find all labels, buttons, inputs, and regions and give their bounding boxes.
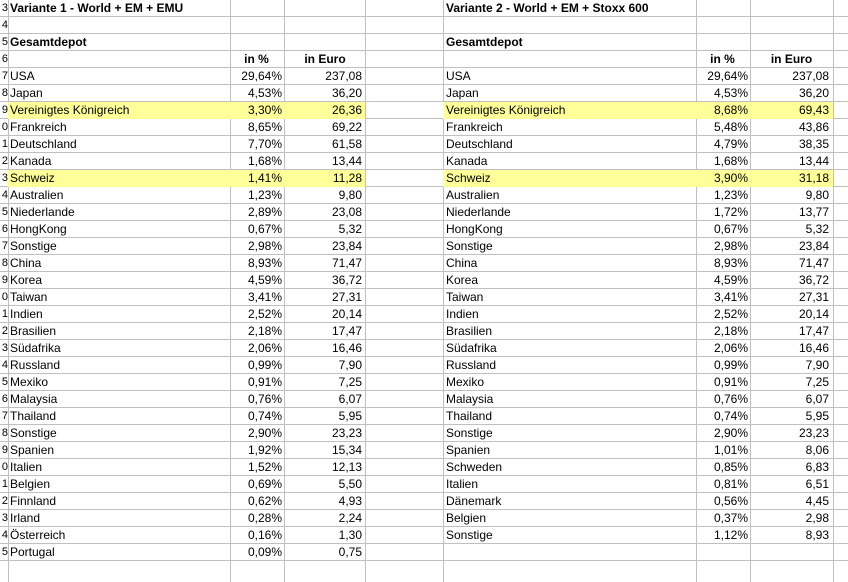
left-percent-cell[interactable]: 1,41% (247, 171, 282, 185)
row-header[interactable]: 3 (1, 2, 8, 14)
left-euro-cell[interactable]: 61,58 (331, 137, 362, 151)
left-percent-cell[interactable]: 3,30% (247, 103, 282, 117)
row-header[interactable]: 1 (1, 478, 8, 490)
row-header[interactable]: 6 (1, 53, 8, 65)
row-header[interactable]: 4 (1, 189, 8, 201)
left-percent-cell[interactable]: 4,53% (247, 86, 282, 100)
left-euro-cell[interactable]: 7,90 (338, 358, 362, 372)
left-euro-cell[interactable]: 71,47 (331, 256, 362, 270)
left-country-cell[interactable]: Österreich (10, 528, 66, 542)
left-euro-cell[interactable]: 11,28 (332, 171, 362, 185)
left-percent-cell[interactable]: 0,76% (247, 392, 282, 406)
left-euro-cell[interactable]: 9,80 (338, 188, 362, 202)
left-table-title[interactable]: Variante 1 - World + EM + EMU (10, 1, 184, 15)
left-percent-cell[interactable]: 2,90% (247, 426, 282, 440)
left-country-cell[interactable]: Sonstige (10, 426, 57, 440)
left-percent-cell[interactable]: 0,62% (247, 494, 282, 508)
right-section-heading[interactable]: Gesamtdepot (446, 35, 523, 49)
left-euro-cell[interactable]: 15,34 (331, 443, 362, 457)
right-country-cell[interactable]: Sonstige (446, 528, 493, 542)
row-header[interactable]: 7 (1, 70, 8, 82)
right-euro-cell[interactable]: 2,98 (805, 511, 829, 525)
sheet-row (0, 289, 848, 306)
sheet-row (0, 442, 848, 459)
row-header[interactable]: 5 (1, 376, 8, 388)
right-country-cell[interactable]: Indien (446, 307, 479, 321)
row-header[interactable]: 9 (1, 274, 8, 286)
right-percent-cell[interactable]: 2,98% (713, 239, 748, 253)
right-country-cell[interactable]: Belgien (446, 511, 487, 525)
left-country-cell[interactable]: Südafrika (10, 341, 61, 355)
right-country-cell[interactable]: USA (446, 69, 471, 83)
right-country-cell[interactable]: Schweiz (446, 171, 491, 185)
right-euro-cell[interactable]: 13,44 (798, 154, 829, 168)
right-euro-cell[interactable]: 6,07 (805, 392, 829, 406)
sheet-row (0, 374, 848, 391)
left-country-cell[interactable]: Korea (10, 273, 43, 287)
right-country-cell[interactable]: Südafrika (446, 341, 497, 355)
left-euro-cell[interactable]: 6,07 (338, 392, 362, 406)
left-euro-cell[interactable]: 69,22 (331, 120, 362, 134)
left-country-cell[interactable]: Portugal (10, 545, 55, 559)
left-country-cell[interactable]: Belgien (10, 477, 51, 491)
sheet-row (0, 51, 848, 68)
right-euro-cell[interactable]: 23,84 (798, 239, 829, 253)
row-header[interactable]: 2 (1, 155, 8, 167)
right-euro-cell[interactable]: 7,25 (805, 375, 829, 389)
left-country-cell[interactable]: Mexiko (10, 375, 49, 389)
left-percent-cell[interactable]: 0,69% (247, 477, 282, 491)
left-country-cell[interactable]: China (10, 256, 42, 270)
sheet-row (0, 459, 848, 476)
right-euro-cell[interactable]: 8,06 (805, 443, 829, 457)
right-euro-cell[interactable]: 27,31 (798, 290, 829, 304)
right-euro-cell[interactable]: 6,51 (805, 477, 829, 491)
right-percent-cell[interactable]: 0,74% (713, 409, 748, 423)
sheet-row (0, 391, 848, 408)
right-percent-cell[interactable]: 2,52% (713, 307, 748, 321)
left-euro-cell[interactable]: 16,46 (331, 341, 362, 355)
right-percent-cell[interactable]: 2,18% (713, 324, 748, 338)
right-euro-cell[interactable]: 4,45 (805, 494, 829, 508)
left-country-cell[interactable]: Schweiz (10, 171, 55, 185)
sheet-row (0, 153, 848, 170)
right-percent-cell[interactable]: 0,81% (713, 477, 748, 491)
right-percent-cell[interactable]: 1,01% (713, 443, 748, 457)
row-header[interactable]: 5 (1, 36, 8, 48)
left-percent-cell[interactable]: 2,18% (247, 324, 282, 338)
right-percent-cell[interactable]: 4,79% (713, 137, 748, 151)
row-header[interactable]: 4 (1, 359, 8, 371)
sheet-row (0, 476, 848, 493)
left-section-heading[interactable]: Gesamtdepot (10, 35, 87, 49)
left-percent-cell[interactable]: 2,52% (247, 307, 282, 321)
sheet-row (0, 425, 848, 442)
sheet-row (0, 527, 848, 544)
left-euro-cell[interactable]: 36,20 (331, 86, 362, 100)
right-country-cell[interactable]: Schweden (446, 460, 503, 474)
right-country-cell[interactable]: HongKong (446, 222, 503, 236)
left-euro-cell[interactable]: 36,72 (331, 273, 362, 287)
right-country-cell[interactable]: Thailand (446, 409, 493, 423)
right-percent-cell[interactable]: 8,93% (713, 256, 748, 270)
row-header[interactable]: 7 (1, 240, 8, 252)
left-percent-cell[interactable]: 4,59% (247, 273, 282, 287)
sheet-row (0, 340, 848, 357)
left-percent-cell[interactable]: 0,09% (247, 545, 282, 559)
right-percent-cell[interactable]: 5,48% (713, 120, 748, 134)
left-country-cell[interactable]: Malaysia (10, 392, 58, 406)
sheet-row (0, 357, 848, 374)
right-country-cell[interactable]: Japan (446, 86, 479, 100)
right-percent-cell[interactable]: 8,68% (713, 103, 748, 117)
left-euro-cell[interactable]: 23,23 (331, 426, 362, 440)
right-euro-cell[interactable]: 43,86 (798, 120, 829, 134)
right-percent-cell[interactable]: 0,56% (713, 494, 748, 508)
right-euro-cell[interactable]: 36,20 (798, 86, 829, 100)
row-header[interactable]: 2 (1, 325, 8, 337)
left-percent-cell[interactable]: 0,28% (247, 511, 282, 525)
row-header[interactable]: 0 (1, 461, 8, 473)
left-euro-cell[interactable]: 5,50 (338, 477, 362, 491)
row-header[interactable]: 1 (1, 308, 8, 320)
left-col-header-euro[interactable]: in Euro (304, 52, 346, 66)
sheet-row (0, 0, 848, 17)
right-euro-cell[interactable]: 31,18 (798, 171, 829, 185)
right-percent-cell[interactable]: 1,12% (713, 528, 748, 542)
sheet-row (0, 544, 848, 561)
right-country-cell[interactable]: Italien (446, 477, 479, 491)
right-percent-cell[interactable]: 0,67% (713, 222, 748, 236)
row-header[interactable]: 2 (1, 495, 8, 507)
row-header[interactable]: 6 (1, 393, 8, 405)
left-percent-cell[interactable]: 2,98% (247, 239, 282, 253)
left-euro-cell[interactable]: 27,31 (331, 290, 362, 304)
sheet-row (0, 221, 848, 238)
right-euro-cell[interactable]: 6,83 (805, 460, 829, 474)
left-country-cell[interactable]: Russland (10, 358, 61, 372)
left-percent-cell[interactable]: 0,91% (247, 375, 282, 389)
right-country-cell[interactable]: Australien (446, 188, 500, 202)
right-percent-cell[interactable]: 0,99% (713, 358, 748, 372)
left-euro-cell[interactable]: 4,93 (338, 494, 362, 508)
left-euro-cell[interactable]: 5,32 (338, 222, 362, 236)
sheet-row (0, 34, 848, 51)
right-percent-cell[interactable]: 29,64% (707, 69, 748, 83)
left-country-cell[interactable]: Vereinigtes Königreich (10, 103, 130, 117)
row-header[interactable]: 7 (1, 410, 8, 422)
right-percent-cell[interactable]: 0,76% (713, 392, 748, 406)
left-euro-cell[interactable]: 26,36 (331, 103, 362, 117)
right-euro-cell[interactable]: 237,08 (792, 69, 829, 83)
left-percent-cell[interactable]: 1,92% (247, 443, 282, 457)
right-country-cell[interactable]: Taiwan (446, 290, 484, 304)
left-country-cell[interactable]: Niederlande (10, 205, 75, 219)
left-country-cell[interactable]: Japan (10, 86, 43, 100)
left-euro-cell[interactable]: 23,84 (331, 239, 362, 253)
row-header[interactable]: 1 (1, 138, 8, 150)
left-country-cell[interactable]: Thailand (10, 409, 57, 423)
sheet-row (0, 408, 848, 425)
right-euro-cell[interactable]: 23,23 (798, 426, 829, 440)
sheet-row (0, 68, 848, 85)
left-percent-cell[interactable]: 1,68% (247, 154, 282, 168)
sheet-row (0, 493, 848, 510)
sheet-row (0, 510, 848, 527)
left-euro-cell[interactable]: 237,08 (325, 69, 362, 83)
left-percent-cell[interactable]: 0,99% (247, 358, 282, 372)
right-country-cell[interactable]: Brasilien (446, 324, 493, 338)
sheet-row (0, 238, 848, 255)
right-country-cell[interactable]: Spanien (446, 443, 491, 457)
sheet-row (0, 323, 848, 340)
row-header[interactable]: 5 (1, 206, 8, 218)
left-euro-cell[interactable]: 12,13 (331, 460, 362, 474)
left-euro-cell[interactable]: 20,14 (331, 307, 362, 321)
left-country-cell[interactable]: Finnland (10, 494, 57, 508)
right-euro-cell[interactable]: 71,47 (798, 256, 829, 270)
row-header[interactable]: 3 (1, 342, 8, 354)
right-country-cell[interactable]: Kanada (446, 154, 488, 168)
right-country-cell[interactable]: Vereinigtes Königreich (446, 103, 566, 117)
row-header[interactable]: 9 (1, 104, 8, 116)
right-country-cell[interactable]: Korea (446, 273, 479, 287)
right-euro-cell[interactable]: 16,46 (798, 341, 829, 355)
right-col-header-percent[interactable]: in % (710, 52, 735, 66)
sheet-row (0, 102, 848, 119)
sheet-row (0, 255, 848, 272)
right-euro-cell[interactable]: 69,43 (798, 103, 829, 117)
row-header[interactable]: 8 (1, 87, 8, 99)
right-euro-cell[interactable]: 5,32 (805, 222, 829, 236)
left-euro-cell[interactable]: 2,24 (338, 511, 362, 525)
row-header[interactable]: 4 (1, 19, 8, 31)
left-percent-cell[interactable]: 7,70% (247, 137, 282, 151)
left-col-header-percent[interactable]: in % (244, 52, 269, 66)
right-percent-cell[interactable]: 1,23% (713, 188, 748, 202)
right-euro-cell[interactable]: 5,95 (805, 409, 829, 423)
left-country-cell[interactable]: Italien (10, 460, 43, 474)
row-header[interactable]: 8 (1, 427, 8, 439)
sheet-row (0, 306, 848, 323)
right-percent-cell[interactable]: 0,91% (713, 375, 748, 389)
right-percent-cell[interactable]: 3,90% (713, 171, 748, 185)
left-euro-cell[interactable]: 1,30 (338, 528, 362, 542)
sheet-row (0, 17, 848, 34)
row-header[interactable]: 3 (1, 512, 8, 524)
left-country-cell[interactable]: Deutschland (10, 137, 77, 151)
left-percent-cell[interactable]: 0,16% (247, 528, 282, 542)
left-euro-cell[interactable]: 13,44 (331, 154, 362, 168)
right-percent-cell[interactable]: 0,37% (713, 511, 748, 525)
right-country-cell[interactable]: Deutschland (446, 137, 513, 151)
right-country-cell[interactable]: Sonstige (446, 426, 493, 440)
sheet-row (0, 85, 848, 102)
right-euro-cell[interactable]: 9,80 (805, 188, 829, 202)
left-country-cell[interactable]: Irland (10, 511, 41, 525)
sheet-row (0, 170, 848, 187)
row-header[interactable]: 8 (1, 257, 8, 269)
right-country-cell[interactable]: Niederlande (446, 205, 511, 219)
right-country-cell[interactable]: China (446, 256, 478, 270)
left-euro-cell[interactable]: 5,95 (338, 409, 362, 423)
left-country-cell[interactable]: Kanada (10, 154, 52, 168)
left-country-cell[interactable]: USA (10, 69, 35, 83)
right-country-cell[interactable]: Frankreich (446, 120, 503, 134)
left-country-cell[interactable]: Indien (10, 307, 43, 321)
left-percent-cell[interactable]: 1,52% (247, 460, 282, 474)
left-percent-cell[interactable]: 2,06% (247, 341, 282, 355)
left-percent-cell[interactable]: 8,65% (247, 120, 282, 134)
left-percent-cell[interactable]: 0,67% (247, 222, 282, 236)
row-header[interactable]: 9 (1, 444, 8, 456)
left-percent-cell[interactable]: 8,93% (247, 256, 282, 270)
right-euro-cell[interactable]: 20,14 (798, 307, 829, 321)
right-percent-cell[interactable]: 4,53% (713, 86, 748, 100)
right-country-cell[interactable]: Dänemark (446, 494, 502, 508)
left-country-cell[interactable]: Taiwan (10, 290, 48, 304)
right-country-cell[interactable]: Russland (446, 358, 497, 372)
right-euro-cell[interactable]: 38,35 (798, 137, 829, 151)
left-percent-cell[interactable]: 2,89% (247, 205, 282, 219)
left-euro-cell[interactable]: 7,25 (338, 375, 362, 389)
right-percent-cell[interactable]: 2,90% (713, 426, 748, 440)
right-percent-cell[interactable]: 1,72% (713, 205, 748, 219)
left-percent-cell[interactable]: 29,64% (241, 69, 282, 83)
sheet-row (0, 204, 848, 221)
right-country-cell[interactable]: Mexiko (446, 375, 485, 389)
sheet-row (0, 187, 848, 204)
right-percent-cell[interactable]: 3,41% (713, 290, 748, 304)
sheet-row (0, 119, 848, 136)
right-percent-cell[interactable]: 1,68% (713, 154, 748, 168)
left-percent-cell[interactable]: 1,23% (247, 188, 282, 202)
sheet-row (0, 136, 848, 153)
left-percent-cell[interactable]: 3,41% (247, 290, 282, 304)
left-euro-cell[interactable]: 17,47 (331, 324, 362, 338)
sheet-row (0, 272, 848, 289)
left-country-cell[interactable]: HongKong (10, 222, 67, 236)
row-header[interactable]: 6 (1, 223, 8, 235)
right-col-header-euro[interactable]: in Euro (770, 52, 813, 66)
row-header[interactable]: 0 (1, 291, 8, 303)
right-euro-cell[interactable]: 8,93 (805, 528, 829, 542)
right-euro-cell[interactable]: 36,72 (798, 273, 829, 287)
left-euro-cell[interactable]: 0,75 (338, 545, 362, 559)
left-country-cell[interactable]: Australien (10, 188, 64, 202)
right-percent-cell[interactable]: 2,06% (713, 341, 748, 355)
left-percent-cell[interactable]: 0,74% (247, 409, 282, 423)
left-country-cell[interactable]: Brasilien (10, 324, 57, 338)
left-country-cell[interactable]: Spanien (10, 443, 55, 457)
right-euro-cell[interactable]: 13,77 (798, 205, 829, 219)
left-euro-cell[interactable]: 23,08 (331, 205, 362, 219)
right-euro-cell[interactable]: 17,47 (798, 324, 829, 338)
row-header[interactable]: 3 (1, 172, 8, 184)
right-euro-cell[interactable]: 7,90 (805, 358, 829, 372)
row-header[interactable]: 5 (1, 546, 8, 558)
right-country-cell[interactable]: Sonstige (446, 239, 493, 253)
right-percent-cell[interactable]: 4,59% (713, 273, 748, 287)
left-country-cell[interactable]: Sonstige (10, 239, 57, 253)
right-country-cell[interactable]: Malaysia (446, 392, 494, 406)
row-header[interactable]: 4 (1, 529, 8, 541)
right-table-title[interactable]: Variante 2 - World + EM + Stoxx 600 (446, 1, 649, 15)
row-header[interactable]: 0 (1, 121, 8, 133)
left-country-cell[interactable]: Frankreich (10, 120, 67, 134)
right-percent-cell[interactable]: 0,85% (713, 460, 748, 474)
